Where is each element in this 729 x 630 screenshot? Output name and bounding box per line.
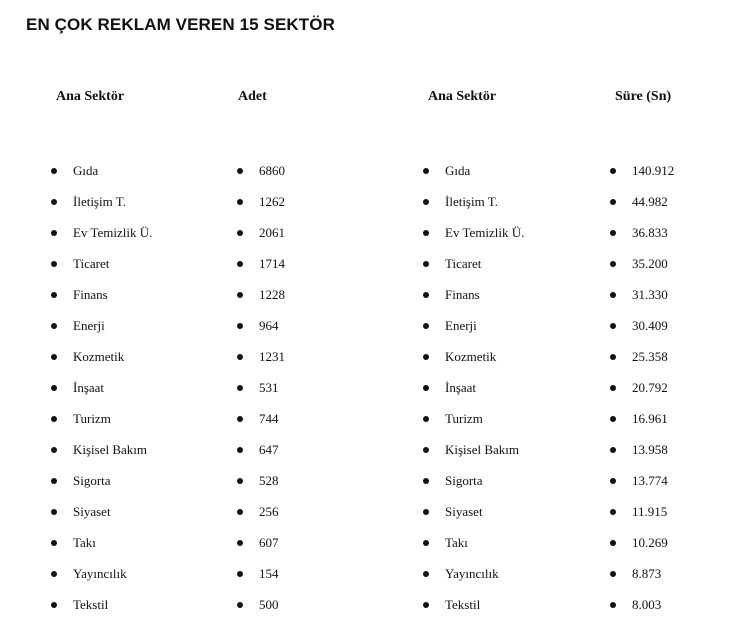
bullet-icon [51, 602, 57, 608]
list-item-text: Enerji [445, 318, 477, 333]
bullet-icon [610, 199, 616, 205]
bullet-icon [237, 168, 243, 174]
bullet-icon [237, 199, 243, 205]
list-item-text: 20.792 [632, 380, 668, 395]
list-item-text: Gıda [73, 163, 99, 178]
bullet-icon [51, 385, 57, 391]
bullet-icon [237, 540, 243, 546]
bullet-icon [423, 323, 429, 329]
list-item-text: Ev Temizlik Ü. [445, 225, 525, 240]
list-item-text: 30.409 [632, 318, 668, 333]
bullet-icon [423, 416, 429, 422]
bullet-icon [423, 509, 429, 515]
list-item-text: 8.873 [632, 566, 662, 581]
bullet-icon [51, 447, 57, 453]
list-item-text: 11.915 [632, 504, 668, 519]
list-item-text: Sigorta [73, 473, 111, 488]
list-item-text: 531 [259, 380, 279, 395]
bullet-icon [51, 540, 57, 546]
bullet-icon [51, 168, 57, 174]
bullet-icon [237, 385, 243, 391]
bullet-icon [423, 354, 429, 360]
bullet-icon [237, 416, 243, 422]
bullet-icon [423, 478, 429, 484]
list-item-text: Finans [73, 287, 108, 302]
bullet-icon [423, 447, 429, 453]
bullet-icon [610, 416, 616, 422]
bullet-icon [610, 509, 616, 515]
bullet-icon [423, 602, 429, 608]
list-item-text: 256 [259, 504, 279, 519]
list-item-text: Ticaret [445, 256, 482, 271]
list-item-text: 44.982 [632, 194, 668, 209]
list-item-text: Yayıncılık [73, 566, 127, 581]
list-item-text: 6860 [259, 163, 285, 178]
list-item-text: 31.330 [632, 287, 668, 302]
list-item-text: 1228 [259, 287, 285, 302]
header-duration: Süre (Sn) [615, 89, 672, 104]
list-item-text: Kozmetik [445, 349, 497, 364]
bullet-icon [610, 292, 616, 298]
list-item-text: 13.774 [632, 473, 668, 488]
bullet-icon [51, 571, 57, 577]
bullet-icon [423, 230, 429, 236]
bullet-icon [51, 509, 57, 515]
bullet-icon [423, 168, 429, 174]
bullet-icon [51, 230, 57, 236]
bullet-icon [610, 447, 616, 453]
list-item-text: Enerji [73, 318, 105, 333]
list-item-text: 25.358 [632, 349, 668, 364]
list-item-text: 154 [259, 566, 279, 581]
list-item-text: 1714 [259, 256, 285, 271]
bullet-icon [237, 261, 243, 267]
bullet-icon [51, 199, 57, 205]
list-item-text: Yayıncılık [445, 566, 499, 581]
list-item-text: 528 [259, 473, 279, 488]
list-item-text: 744 [259, 411, 279, 426]
bullet-icon [237, 323, 243, 329]
list-item-text: İletişim T. [73, 194, 126, 209]
list-item-text: Takı [445, 535, 468, 550]
bullet-icon [423, 292, 429, 298]
bullet-icon [610, 323, 616, 329]
bullet-icon [237, 292, 243, 298]
list-item-text: Finans [445, 287, 480, 302]
list-item-text: Takı [73, 535, 96, 550]
list-item-text: 140.912 [632, 163, 675, 178]
bullet-icon [423, 261, 429, 267]
list-item-text: 16.961 [632, 411, 668, 426]
bullet-icon [237, 509, 243, 515]
bullet-icon [51, 354, 57, 360]
bullet-icon [237, 571, 243, 577]
list-item-text: 964 [259, 318, 279, 333]
bullet-icon [51, 478, 57, 484]
list-item-text: 13.958 [632, 442, 668, 457]
bullet-icon [237, 354, 243, 360]
list-item-text: Turizm [73, 411, 111, 426]
bullet-icon [51, 323, 57, 329]
bullet-icon [51, 292, 57, 298]
list-item-text: Tekstil [445, 597, 481, 612]
list-item-text: 1231 [259, 349, 285, 364]
list-item-text: İnşaat [445, 380, 477, 395]
bullet-icon [610, 354, 616, 360]
list-item-text: 8.003 [632, 597, 662, 612]
list-item-text: Tekstil [73, 597, 109, 612]
bullet-icon [610, 230, 616, 236]
list-item-text: 36.833 [632, 225, 668, 240]
list-item-text: Kozmetik [73, 349, 125, 364]
bullet-icon [237, 447, 243, 453]
bullet-icon [423, 199, 429, 205]
bullet-icon [237, 230, 243, 236]
bullet-icon [610, 261, 616, 267]
list-item-text: Ev Temizlik Ü. [73, 225, 153, 240]
header-sector-duration: Ana Sektör [428, 89, 497, 104]
list-item-text: İnşaat [73, 380, 105, 395]
bullet-icon [423, 385, 429, 391]
list-item-text: İletişim T. [445, 194, 498, 209]
list-item-text: Siyaset [445, 504, 483, 519]
list-item-text: 2061 [259, 225, 285, 240]
header-count: Adet [238, 89, 267, 104]
bullet-icon [51, 261, 57, 267]
bullet-icon [610, 602, 616, 608]
list-item-text: 35.200 [632, 256, 668, 271]
list-item-text: Sigorta [445, 473, 483, 488]
list-item-text: Gıda [445, 163, 471, 178]
list-item-text: 607 [259, 535, 279, 550]
bullet-icon [610, 168, 616, 174]
list-item-text: Turizm [445, 411, 483, 426]
bullet-icon [237, 602, 243, 608]
list-item-text: 10.269 [632, 535, 668, 550]
header-sector-count: Ana Sektör [56, 89, 125, 104]
list-item-text: Ticaret [73, 256, 110, 271]
bullet-icon [423, 571, 429, 577]
list-item-text: Siyaset [73, 504, 111, 519]
page-title: EN ÇOK REKLAM VEREN 15 SEKTÖR [26, 15, 335, 34]
list-item-text: Kişisel Bakım [73, 442, 148, 457]
bullet-icon [610, 385, 616, 391]
bullet-icon [610, 571, 616, 577]
list-item-text: Kişisel Bakım [445, 442, 520, 457]
bullet-icon [51, 416, 57, 422]
bullet-icon [610, 540, 616, 546]
list-item-text: 500 [259, 597, 279, 612]
list-item-text: 1262 [259, 194, 285, 209]
list-item-text: 647 [259, 442, 279, 457]
bullet-icon [610, 478, 616, 484]
bullet-icon [423, 540, 429, 546]
bullet-icon [237, 478, 243, 484]
